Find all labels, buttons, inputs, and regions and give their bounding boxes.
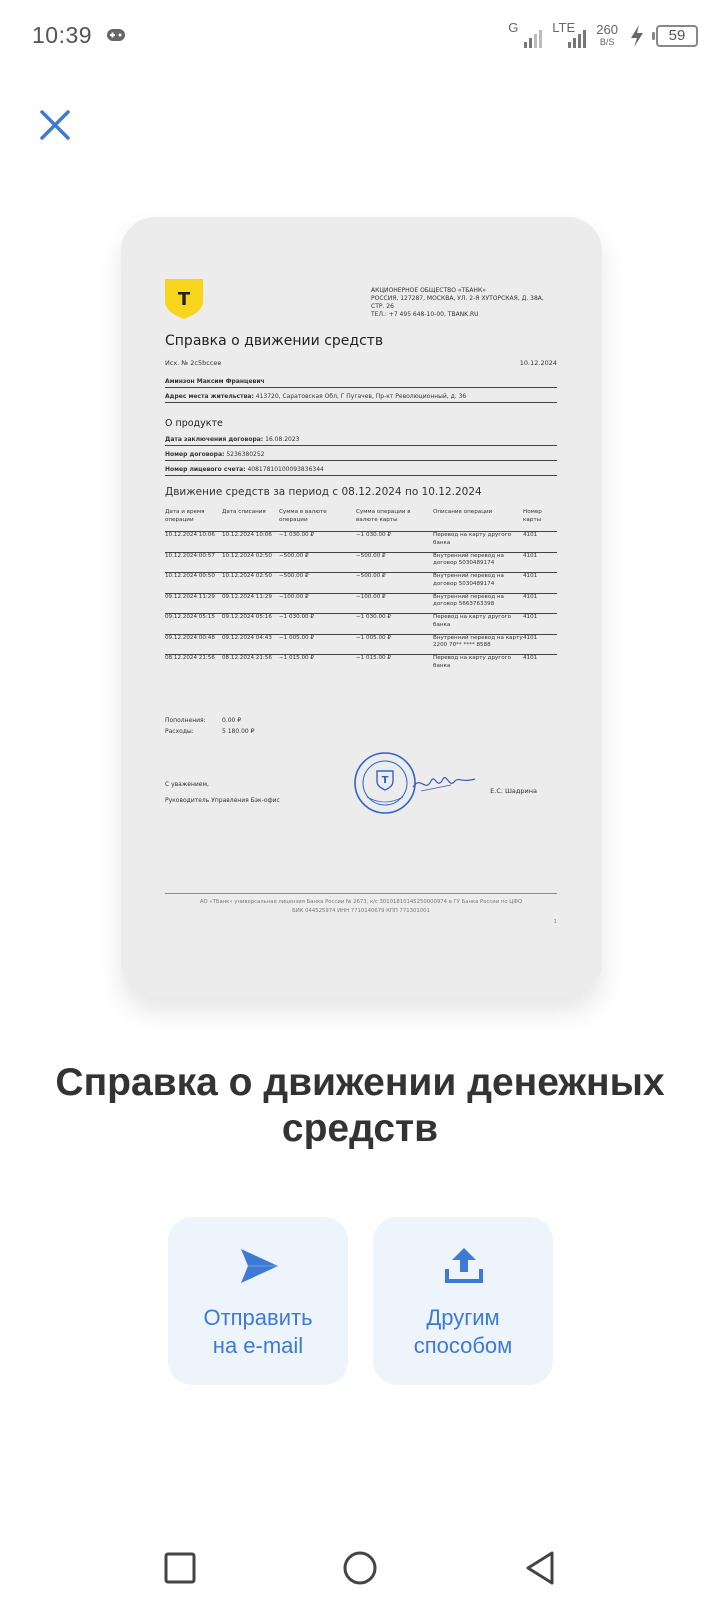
- total-expenses: Расходы: 5 180.00 ₽: [165, 728, 255, 735]
- company-info: [371, 287, 557, 319]
- totals: [165, 715, 302, 737]
- ref-number: Исх. № 2c5bccee: [165, 359, 222, 367]
- network-type-lte: LTE: [552, 20, 576, 35]
- tbank-logo-icon: [165, 279, 203, 319]
- document-footer: [165, 893, 557, 916]
- signer-name: Е.С. Шадрина: [490, 787, 537, 795]
- signature-icon: [411, 767, 477, 797]
- company-line: АКЦИОНЕРНОЕ ОБЩЕСТВО «ТБАНК»: [371, 287, 486, 294]
- battery-icon: 59: [656, 25, 698, 47]
- footer-line: БИК 044525974 ИНН 7710140679 КПП 771301001: [292, 908, 430, 914]
- gamepad-icon: [106, 27, 126, 43]
- stamp-letter: T: [381, 775, 389, 786]
- logo-letter: T: [177, 289, 191, 310]
- period-title: Движение средств за период с 08.12.2024 по 10.12.2024: [165, 486, 482, 498]
- document-date: 10.12.2024: [519, 359, 557, 367]
- network-type-g: G: [508, 20, 519, 35]
- document-preview[interactable]: [121, 217, 602, 997]
- table-row: 09.12.2024 11:29 09.12.2024 11:29 −100.00 ₽ −100.00 ₽ Внутренний перевод на договор 5663763398 4101: [165, 593, 557, 614]
- signal-icon-lte: [552, 22, 586, 50]
- signal-icon: [508, 22, 542, 50]
- regards-text: С уважением,: [165, 781, 209, 788]
- company-line: РОССИЯ, 127287, МОСКВА, УЛ. 2-Я ХУТОРСКАЯ, Д. 38А, СТР. 26: [371, 295, 544, 310]
- table-row: 10.12.2024 00:50 10.12.2024 02:50 −500.00 ₽ −500.00 ₽ Внутренний перевод на договор 5030489174 4101: [165, 572, 557, 593]
- bolt-icon: [628, 24, 646, 48]
- send-email-button[interactable]: [168, 1217, 348, 1385]
- table-header-cell: Описание операции: [433, 509, 493, 515]
- page-number: 1: [553, 919, 557, 925]
- account-number: Номер лицевого счета: 40817810100093836344: [165, 466, 557, 476]
- holder-name: Аминзон Максим Францевич: [165, 378, 557, 388]
- table-header: [165, 509, 557, 531]
- network-speed: [596, 24, 618, 48]
- table-row: 09.12.2024 05:15 09.12.2024 05:16 −1 030.00 ₽ −1 030.00 ₽ Перевод на карту другого банка 4101: [165, 613, 557, 634]
- table-header-cell: Номер карты: [523, 509, 542, 523]
- transactions-table: [165, 509, 557, 675]
- table-row: 10.12.2024 00:57 10.12.2024 02:50 −500.00 ₽ −500.00 ₽ Внутренний перевод на договор 5030489174 4101: [165, 552, 557, 573]
- share-upload-icon: [443, 1245, 485, 1287]
- share-other-label: Другим способом: [413, 1305, 513, 1358]
- status-icons: [508, 20, 698, 52]
- close-icon[interactable]: [38, 108, 72, 142]
- status-bar: [0, 0, 720, 72]
- footer-line: АО «ТБанк» универсальная лицензия Банка России № 2673, к/с 30101810145250000974 в ГУ Банка России по ЦФО: [199, 899, 523, 905]
- table-row: 09.12.2024 00:48 09.12.2024 04:43 −1 005.00 ₽ −1 005.00 ₽ Внутренний перевод на карту 2200 70** **** 8588 4101: [165, 634, 557, 655]
- stamp-icon: [353, 751, 417, 815]
- table-header-cell: Сумма операции в валюте карты: [356, 509, 411, 523]
- back-button[interactable]: [520, 1548, 560, 1588]
- document-title: Справка о движении средств: [165, 333, 384, 349]
- share-other-button[interactable]: [373, 1217, 553, 1385]
- table-header-cell: Дата списания: [222, 509, 266, 515]
- network-speed-value: 260: [596, 22, 618, 37]
- table-header-cell: Сумма в валюте операции: [279, 509, 327, 523]
- total-deposits: Пополнения: 0.00 ₽: [165, 717, 242, 724]
- document-meta: [165, 359, 557, 367]
- home-button[interactable]: [340, 1548, 380, 1588]
- table-row: 08.12.2024 21:56 08.12.2024 21:56 −1 015.00 ₽ −1 015.00 ₽ Перевод на карту другого банка 4101: [165, 654, 557, 675]
- signer-position: Руководитель Управления Бэк-офис: [165, 797, 280, 804]
- send-email-label: Отправить на e-mail: [203, 1305, 313, 1358]
- table-header-cell: Дата и время операции: [165, 509, 205, 523]
- regards-block: [165, 777, 280, 809]
- status-time: 10:39: [32, 22, 93, 48]
- table-row: 10.12.2024 10:06 10.12.2024 10:06 −1 030.00 ₽ −1 030.00 ₽ Перевод на карту другого банка 4101: [165, 531, 557, 552]
- recents-button[interactable]: [160, 1548, 200, 1588]
- company-line: ТЕЛ.: +7 495 648-10-00, TBANK.RU: [371, 311, 479, 318]
- system-navigation-bar: [0, 1530, 720, 1612]
- page-title: Справка о движении денежных средств: [55, 1061, 665, 1150]
- section-product: О продукте: [165, 418, 223, 429]
- send-icon: [238, 1245, 280, 1287]
- address: Адрес места жительства: 413720, Саратовская Обл, Г Пугачев, Пр-кт Революционный, д. 36: [165, 393, 557, 403]
- network-speed-unit: B/S: [599, 37, 615, 47]
- contract-number: Номер договора: 5236380252: [165, 451, 557, 461]
- contract-date: Дата заключения договора: 16.08.2023: [165, 436, 557, 446]
